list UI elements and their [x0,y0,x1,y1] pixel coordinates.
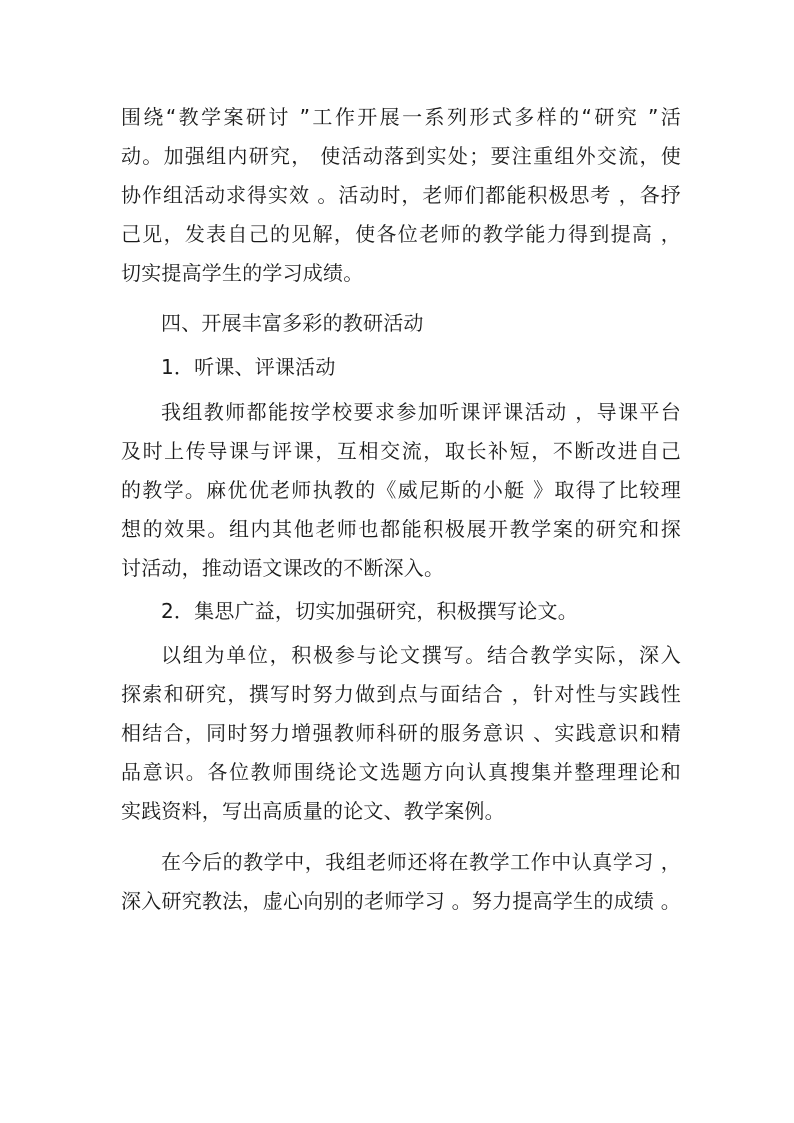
subheading-2: 2．集思广益，切实加强研究，积极撰写论文。 [161,599,578,623]
section-heading-4: 四、开展丰富多彩的教研活动 [161,311,424,335]
paragraph-2-line-3: 的教学。麻优优老师执教的《威尼斯的小艇 》取得了比较理 [121,478,681,502]
paragraph-2-line-2: 及时上传导课与评课，互相交流，取长补短，不断改进自己 [121,439,681,463]
paragraph-1-line-1: 围绕“教学案研讨 ”工作开展一系列形式多样的“研究 ”活 [121,105,681,129]
paragraph-4-line-2: 深入研究教法，虚心向别的老师学习 。努力提高学生的成绩 。 [121,889,681,913]
paragraph-4-line-1: 在今后的教学中，我组老师还将在教学工作中认真学习 ， [161,850,681,874]
paragraph-3-line-3: 相结合，同时努力增强教师科研的服务意识 、实践意识和精 [121,721,681,745]
paragraph-3-line-1: 以组为单位，积极参与论文撰写。结合教学实际，深入 [161,643,681,667]
paragraph-3-line-2: 探索和研究，撰写时努力做到点与面结合 ，针对性与实践性 [121,682,681,706]
paragraph-1-line-3: 协作组活动求得实效 。活动时，老师们都能积极思考 ，各抒 [121,183,681,207]
subheading-1: 1．听课、评课活动 [161,355,336,379]
paragraph-2-line-5: 讨活动，推动语文课改的不断深入。 [121,556,445,580]
paragraph-3-line-5: 实践资料，写出高质量的论文、教学案例。 [121,799,505,823]
paragraph-1-line-4: 己见，发表自己的见解，使各位老师的教学能力得到提高 ， [121,222,681,246]
paragraph-1-line-5: 切实提高学生的学习成绩。 [121,261,364,285]
paragraph-2-line-4: 想的效果。组内其他老师也都能积极展开教学案的研究和探 [121,517,681,541]
paragraph-3-line-4: 品意识。各位教师围绕论文选题方向认真搜集并整理理论和 [121,760,681,784]
paragraph-1-line-2: 动。加强组内研究， 使活动落到实处；要注重组外交流，使 [121,144,681,168]
paragraph-2-line-1: 我组教师都能按学校要求参加听课评课活动 ，导课平台 [161,400,681,424]
